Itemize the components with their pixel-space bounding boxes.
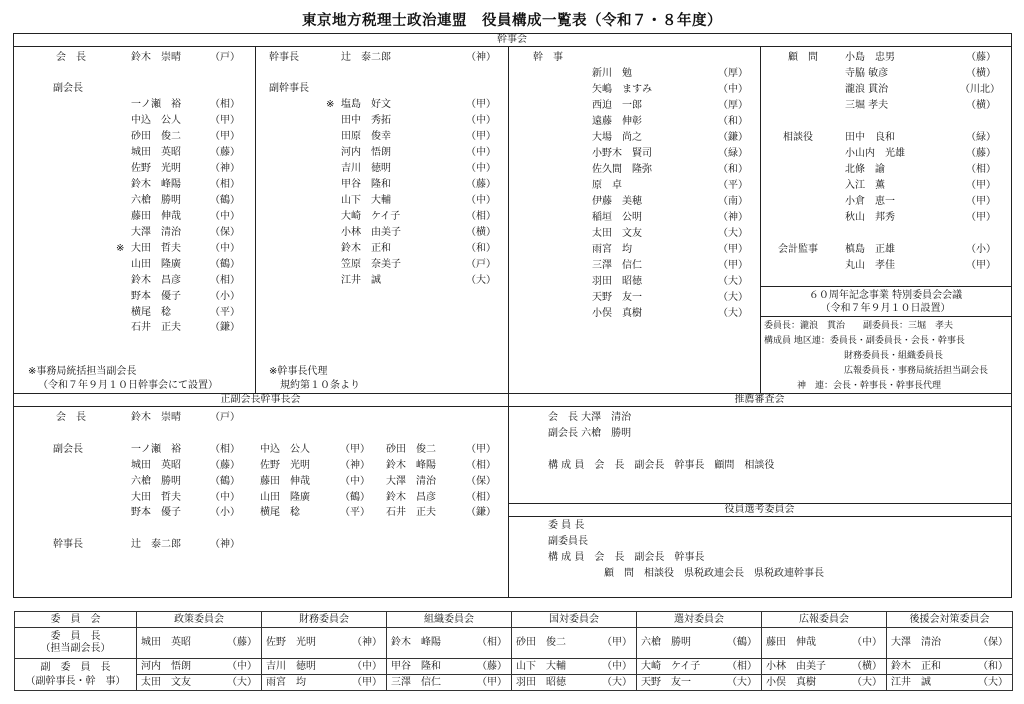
vice-name: 小俣 真樹: [762, 675, 844, 691]
member-name: 大崎 ケイ子: [341, 211, 401, 222]
chair-name: 鈴木 峰陽: [387, 628, 469, 659]
row-label-line: （副幹事長・幹 事）: [25, 675, 126, 687]
role-label: 会計監事: [778, 244, 818, 255]
vice-area: （中）: [594, 659, 637, 675]
member-name: 羽田 昭徳: [592, 276, 642, 287]
role-label: 顧 問: [788, 52, 818, 63]
member-area: （甲）: [466, 444, 496, 455]
vice-area: （大）: [219, 675, 262, 691]
chair-name: 佐野 光明: [262, 628, 344, 659]
kanjikai-header: 幹事会: [497, 34, 527, 45]
member-name: 砂田 俊二: [131, 131, 181, 142]
vice-name: 鈴木 正和: [887, 659, 969, 675]
role-label: 会 長: [56, 412, 86, 423]
member-area: （中）: [466, 147, 496, 158]
member-area: （平）: [718, 180, 748, 191]
member-area: （中）: [210, 492, 240, 503]
member-name: 原 卓: [592, 180, 622, 191]
member-name: 槙島 正雄: [845, 244, 895, 255]
member-name: 佐野 光明: [260, 460, 310, 471]
member-name: 鈴木 昌彦: [131, 275, 181, 286]
member-area: （神）: [210, 163, 240, 174]
member-area: （中）: [466, 115, 496, 126]
member-area: （藤）: [466, 179, 496, 190]
member-name: 矢嶋 ますみ: [592, 84, 652, 95]
member-name: 田中 秀拓: [341, 115, 391, 126]
page-title: 東京地方税理士政治連盟 役員構成一覧表（令和７・８年度）: [302, 13, 722, 29]
member-area: （小）: [210, 507, 240, 518]
chair-area: （藤）: [219, 628, 262, 659]
member-area: （横）: [966, 68, 996, 79]
footnote: 規約第１０条より: [280, 380, 360, 391]
committee-name: 財務委員会: [262, 612, 387, 628]
member-name: 鈴木 峰陽: [386, 460, 436, 471]
member-name: 一ノ瀬 裕: [131, 444, 181, 455]
member-area: （大）: [466, 275, 496, 286]
member-area: （大）: [718, 228, 748, 239]
vice-area: （横）: [844, 659, 887, 675]
senko-line: 構 成 員 会 長 副会長 幹事長: [548, 552, 705, 563]
chair-area: （甲）: [594, 628, 637, 659]
vice-area: （大）: [594, 675, 637, 691]
member-name: 山田 隆廣: [260, 492, 310, 503]
footnote: （令和７年９月１０日幹事会にて設置）: [38, 380, 218, 391]
suisen-header: 推薦審査会: [734, 394, 785, 405]
committee-name: 政策委員会: [137, 612, 262, 628]
member-name: 塩島 好文: [341, 99, 391, 110]
row-label-line: （担当副会長）: [40, 643, 111, 654]
member-name: 大田 哲夫: [131, 492, 181, 503]
member-area: （大）: [718, 292, 748, 303]
member-name: 新川 勉: [592, 68, 632, 79]
member-name: 大田 哲夫: [131, 243, 181, 254]
member-name: 六槍 勝明: [131, 195, 181, 206]
table-row: [15, 675, 1013, 691]
member-area: （相）: [210, 179, 240, 190]
vice-name: 雨宮 均: [262, 675, 344, 691]
member-area: （小）: [966, 244, 996, 255]
suisen-line: 構 成 員 会 長 副会長 幹事長 顧問 相談役: [548, 460, 775, 471]
member-area: （鶴）: [210, 195, 240, 206]
chair-name: 六槍 勝明: [637, 628, 719, 659]
senko-line: 顧 問 相談役 県税政連会長 県税政連幹事長: [604, 568, 824, 579]
vice-name: 甲谷 隆和: [387, 659, 469, 675]
member-area: （甲）: [210, 131, 240, 142]
vice-area: （中）: [219, 659, 262, 675]
member-name: 鈴木 昌彦: [386, 492, 436, 503]
vice-name: 天野 友一: [637, 675, 719, 691]
anniv-line: 広報委員長・事務局統括担当副会長: [844, 366, 989, 376]
member-name: 鈴木 峰陽: [131, 179, 181, 190]
member-name: 大場 尚之: [592, 132, 642, 143]
member-name: 入江 薫: [845, 180, 885, 191]
member-area: （神）: [466, 52, 496, 63]
member-area: （厚）: [718, 68, 748, 79]
member-name: 小山内 光雄: [845, 148, 905, 159]
mark: ※: [326, 99, 335, 110]
chair-area: （保）: [969, 628, 1013, 659]
vice-area: （相）: [719, 659, 762, 675]
vice-name: 太田 文友: [137, 675, 219, 691]
vice-area: （大）: [719, 675, 762, 691]
member-area: （緑）: [966, 132, 996, 143]
senko-line: 副委員長: [548, 536, 588, 547]
vice-area: （甲）: [344, 675, 387, 691]
member-name: 笠原 奈美子: [341, 259, 401, 270]
chair-area: （相）: [469, 628, 512, 659]
member-area: （戸）: [210, 412, 240, 423]
row-label: [15, 659, 137, 691]
member-name: 三澤 信仁: [592, 260, 642, 271]
member-name: 中込 公人: [131, 115, 181, 126]
role-label: 幹事長: [53, 539, 83, 550]
member-area: （相）: [210, 444, 240, 455]
member-name: 城田 英昭: [131, 460, 181, 471]
member-area: （大）: [718, 276, 748, 287]
member-name: 北條 諭: [845, 164, 885, 175]
member-name: 野本 優子: [131, 507, 181, 518]
footnote: ※幹事長代理: [269, 366, 328, 377]
committees-table: [14, 611, 1013, 691]
anniv-line: 委員長：瀧浪 貫治 副委員長：三堀 孝夫: [764, 321, 954, 331]
member-name: 石井 正夫: [131, 322, 181, 333]
vice-name: 大崎 ケイ子: [637, 659, 719, 675]
chair-name: 砂田 俊二: [512, 628, 594, 659]
member-name: 西迫 一郎: [592, 100, 642, 111]
committee-name: 後援会対策委員会: [887, 612, 1013, 628]
table-row: [15, 659, 1013, 675]
member-name: 雨宮 均: [592, 244, 632, 255]
member-area: （和）: [718, 164, 748, 175]
table-row: [15, 628, 1013, 659]
member-name: 佐野 光明: [131, 163, 181, 174]
member-area: （大）: [718, 308, 748, 319]
row-label: [15, 628, 137, 659]
vice-name: 羽田 昭徳: [512, 675, 594, 691]
role-label: 副幹事長: [269, 83, 309, 94]
member-area: （横）: [966, 100, 996, 111]
member-area: （和）: [466, 243, 496, 254]
vice-name: 河内 悟朗: [137, 659, 219, 675]
vice-name: 山下 大輔: [512, 659, 594, 675]
member-name: 大澤 清治: [131, 227, 181, 238]
role-label: 副会長: [53, 83, 83, 94]
role-label: 相談役: [783, 132, 813, 143]
member-name: 小俣 真樹: [592, 308, 642, 319]
member-name: 寺脇 敏彦: [845, 68, 889, 79]
suisen-line: 会 長 大澤 清治: [548, 412, 632, 423]
member-name: 秋山 邦秀: [845, 212, 895, 223]
member-area: （相）: [966, 164, 996, 175]
member-name: 稲垣 公明: [592, 212, 642, 223]
member-area: （鎌）: [718, 132, 748, 143]
member-area: （横）: [466, 227, 496, 238]
committee-name: 国対委員会: [512, 612, 637, 628]
member-name: 甲谷 隆和: [341, 179, 391, 190]
seifuku-header: 正副会長幹事長会: [220, 394, 301, 405]
chair-area: （神）: [344, 628, 387, 659]
mark: ※: [116, 243, 125, 254]
member-area: （中）: [210, 243, 240, 254]
member-area: （小）: [210, 291, 240, 302]
member-name: 横尾 稔: [260, 507, 300, 518]
chair-name: 城田 英昭: [137, 628, 219, 659]
anniv-line: 構成員 地区連：委員長・副委員長・会長・幹事長: [764, 336, 965, 346]
member-name: 佐久間 隆弥: [592, 164, 652, 175]
member-area: （甲）: [210, 115, 240, 126]
member-area: （藤）: [210, 460, 240, 471]
member-area: （相）: [466, 492, 496, 503]
member-name: 小倉 恵一: [845, 196, 895, 207]
member-area: （甲）: [718, 260, 748, 271]
member-area: （中）: [718, 84, 748, 95]
member-area: （和）: [718, 116, 748, 127]
member-name: 田中 良和: [845, 132, 895, 143]
committee-name: 選対委員会: [637, 612, 762, 628]
member-area: （甲）: [966, 196, 996, 207]
member-area: （甲）: [966, 180, 996, 191]
member-area: （甲）: [340, 444, 370, 455]
member-area: （平）: [210, 307, 240, 318]
anniv-date: （令和７年９月１０日設置）: [820, 303, 951, 314]
vice-name: 江井 誠: [887, 675, 969, 691]
member-name: 大澤 清治: [386, 476, 436, 487]
member-name: 山下 大輔: [341, 195, 391, 206]
vice-area: （中）: [344, 659, 387, 675]
anniv-title: ６０周年記念事業 特別委員会会議: [808, 290, 963, 301]
senko-line: 委 員 長: [548, 520, 585, 531]
member-name: 鈴木 正和: [341, 243, 391, 254]
row-label-line: 委 員 長: [50, 631, 101, 642]
row-label-line: 副 委 員 長: [40, 661, 111, 673]
member-name: 藤田 伸哉: [260, 476, 310, 487]
member-area: （甲）: [718, 244, 748, 255]
member-name: 三堀 孝夫: [845, 100, 889, 111]
member-name: 天野 友一: [592, 292, 642, 303]
chair-area: （中）: [844, 628, 887, 659]
member-name: 丸山 孝佳: [845, 260, 895, 271]
member-name: 六槍 勝明: [131, 476, 181, 487]
role-label: 副会長: [53, 444, 83, 455]
member-area: （神）: [718, 212, 748, 223]
member-name: 山田 隆廣: [131, 259, 181, 270]
member-name: 伊藤 美穂: [592, 196, 642, 207]
member-name: 吉川 徳明: [341, 163, 391, 174]
committee-name: 組織委員会: [387, 612, 512, 628]
member-name: 横尾 稔: [131, 307, 171, 318]
member-area: （中）: [466, 195, 496, 206]
member-area: （厚）: [718, 100, 748, 111]
role-label: 幹 事: [533, 52, 563, 63]
corner-cell: 委 員 会: [15, 612, 137, 628]
member-name: 瀧浪 貫治: [845, 84, 889, 95]
member-area: （相）: [466, 460, 496, 471]
member-name: 鈴木 崇晴: [131, 412, 181, 423]
anniv-line: 財務委員長・組織委員長: [844, 351, 944, 361]
member-area: （保）: [466, 476, 496, 487]
vice-name: 三澤 信仁: [387, 675, 469, 691]
footnote: ※事務局統括担当副会長: [28, 366, 137, 377]
member-area: （甲）: [966, 212, 996, 223]
member-name: 一ノ瀬 裕: [131, 99, 181, 110]
member-area: （戸）: [466, 259, 496, 270]
member-area: （南）: [718, 196, 748, 207]
member-name: 鈴木 崇晴: [131, 52, 181, 63]
vice-area: （和）: [969, 659, 1013, 675]
member-area: （藤）: [966, 52, 996, 63]
vice-name: 小林 由美子: [762, 659, 844, 675]
committee-name: 広報委員会: [762, 612, 887, 628]
member-name: 城田 英昭: [131, 147, 181, 158]
member-area: （中）: [210, 211, 240, 222]
member-area: （保）: [210, 227, 240, 238]
chair-name: 藤田 伸哉: [762, 628, 844, 659]
senko-header: 役員選考委員会: [724, 504, 795, 515]
vice-name: 吉川 徳明: [262, 659, 344, 675]
member-area: （藤）: [966, 148, 996, 159]
member-area: （鶴）: [340, 492, 370, 503]
member-area: （戸）: [210, 52, 240, 63]
member-name: 江井 誠: [341, 275, 381, 286]
member-area: （川北）: [960, 84, 1000, 95]
member-area: （鎌）: [466, 507, 496, 518]
member-area: （神）: [340, 460, 370, 471]
member-name: 石井 正夫: [386, 507, 436, 518]
member-area: （鎌）: [210, 322, 240, 333]
member-area: （鶴）: [210, 476, 240, 487]
anniv-line: 神 連：会長・幹事長・幹事長代理: [797, 381, 942, 391]
member-name: 中込 公人: [260, 444, 310, 455]
member-area: （相）: [466, 211, 496, 222]
vice-area: （甲）: [469, 675, 512, 691]
member-name: 田原 俊幸: [341, 131, 391, 142]
vice-area: （大）: [844, 675, 887, 691]
member-area: （中）: [466, 163, 496, 174]
member-name: 辻 泰二郎: [341, 52, 391, 63]
member-name: 河内 悟朗: [341, 147, 391, 158]
member-name: 太田 文友: [592, 228, 642, 239]
member-area: （緑）: [718, 148, 748, 159]
member-area: （相）: [210, 275, 240, 286]
table-header-row: [15, 612, 1013, 628]
member-name: 砂田 俊二: [386, 444, 436, 455]
member-name: 藤田 伸哉: [131, 211, 181, 222]
chair-area: （鶴）: [719, 628, 762, 659]
member-name: 小野木 賢司: [592, 148, 652, 159]
member-name: 小島 忠男: [845, 52, 895, 63]
member-area: （相）: [210, 99, 240, 110]
chair-name: 大澤 清治: [887, 628, 969, 659]
role-label: 幹事長: [269, 52, 299, 63]
role-label: 会 長: [56, 52, 86, 63]
member-area: （神）: [210, 539, 240, 550]
suisen-line: 副会長 六槍 勝明: [548, 428, 632, 439]
member-area: （甲）: [466, 99, 496, 110]
member-area: （甲）: [966, 260, 996, 271]
member-area: （甲）: [466, 131, 496, 142]
member-name: 野本 優子: [131, 291, 181, 302]
member-name: 辻 泰二郎: [131, 539, 181, 550]
member-area: （中）: [340, 476, 370, 487]
member-area: （平）: [340, 507, 370, 518]
member-area: （藤）: [210, 147, 240, 158]
vice-area: （大）: [969, 675, 1013, 691]
member-name: 小林 由美子: [341, 227, 401, 238]
vice-area: （藤）: [469, 659, 512, 675]
member-name: 遠藤 伸彰: [592, 116, 642, 127]
member-area: （鶴）: [210, 259, 240, 270]
